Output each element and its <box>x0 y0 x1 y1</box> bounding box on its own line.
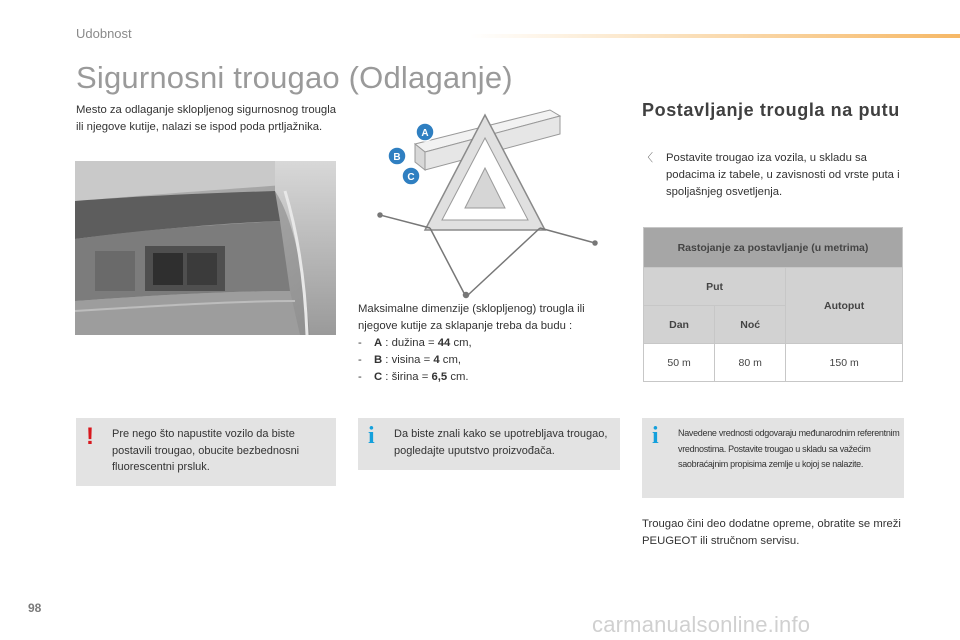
dimension-value: 6,5 <box>431 371 448 383</box>
badge-b <box>388 147 406 165</box>
intro-text: Mesto za odlaganje sklopljenog sigurnosnog trougla ili njegove kutije, nalazi se ispod poda prtljažnika. <box>76 104 336 133</box>
dimension-key: B <box>374 354 383 366</box>
page-title: Sigurnosni trougao (Odlaganje) <box>76 60 513 95</box>
dimension-item-c <box>358 369 620 386</box>
column-noc: Noć <box>715 306 786 344</box>
dimension-unit: cm, <box>450 337 472 349</box>
dash: - <box>358 354 362 366</box>
info-text: Da biste znali kako se upotrebljava trougao, pogledajte uputstvo proizvođača. <box>394 428 608 457</box>
warning-notice <box>76 418 336 486</box>
dimension-value: 44 <box>437 337 451 349</box>
warning-text: Pre nego što napustite vozilo da biste postavili trougao, obucite bezbednosni fluorescentni prsluk. <box>112 428 300 473</box>
triangle-figure <box>370 100 610 300</box>
dash: - <box>358 337 362 349</box>
instruction-step <box>642 150 902 201</box>
dimensions-block <box>358 301 620 386</box>
watermark: carmanualsonline.info <box>592 612 811 637</box>
trunk-photo <box>75 161 336 335</box>
value-dan: 50 m <box>644 344 715 382</box>
column-dan: Dan <box>644 306 715 344</box>
badge-b-label: B <box>393 152 401 163</box>
instruction-text: Postavite trougao iza vozila, u skladu sa podacima iz tabele, u zavisnosti od vrste puta i spoljašnjeg osvetljenja. <box>666 152 900 198</box>
page-number: 98 <box>28 601 42 615</box>
info-notice <box>358 418 620 470</box>
table-row <box>644 344 903 382</box>
dimension-label: : širina = <box>382 371 432 383</box>
column-put: Put <box>644 268 786 306</box>
info-icon: i <box>368 423 375 449</box>
badge-c <box>402 167 420 185</box>
column-autoput: Autoput <box>786 268 903 344</box>
section-title: Postavljanje trougla na putu <box>642 100 900 120</box>
table-header: Rastojanje za postavljanje (u metrima) <box>644 228 903 268</box>
equipment-note: Trougao čini deo dodatne opreme, obratite se mreži PEUGEOT ili stručnom servisu. <box>642 518 901 547</box>
value-autoput: 150 m <box>786 344 903 382</box>
value-noc: 80 m <box>715 344 786 382</box>
arrow-bullet-icon: 〈 <box>642 152 653 164</box>
distance-table <box>643 227 903 382</box>
exclamation-icon: ! <box>86 423 94 450</box>
norms-text: Navedene vrednosti odgovaraju međunarodnim referentnim vrednostima. Postavite trougao u skladu sa važećim saobraćajnim propisima zemlje u kojoj se nalazite. <box>678 428 900 469</box>
dimension-key: C <box>374 371 383 383</box>
dimension-item-a <box>358 335 620 352</box>
dimension-label: : visina = <box>382 354 434 366</box>
dimension-value: 4 <box>433 354 440 366</box>
dimension-item-b <box>358 352 620 369</box>
dimensions-intro: Maksimalne dimenzije (sklopljenog) trougla ili njegove kutije za sklapanje treba da budu : <box>358 303 585 332</box>
dimension-unit: cm. <box>447 371 469 383</box>
dimension-unit: cm, <box>439 354 461 366</box>
badge-a-label: A <box>421 128 429 139</box>
dimension-key: A <box>374 337 383 349</box>
badge-a <box>416 123 434 141</box>
dash: - <box>358 371 362 383</box>
info-icon: i <box>652 423 659 449</box>
dimension-label: : dužina = <box>382 337 438 349</box>
section-label: Udobnost <box>76 26 132 41</box>
norms-notice <box>642 418 904 498</box>
header-gradient-bar <box>470 34 960 38</box>
badge-c-label: C <box>407 172 415 183</box>
